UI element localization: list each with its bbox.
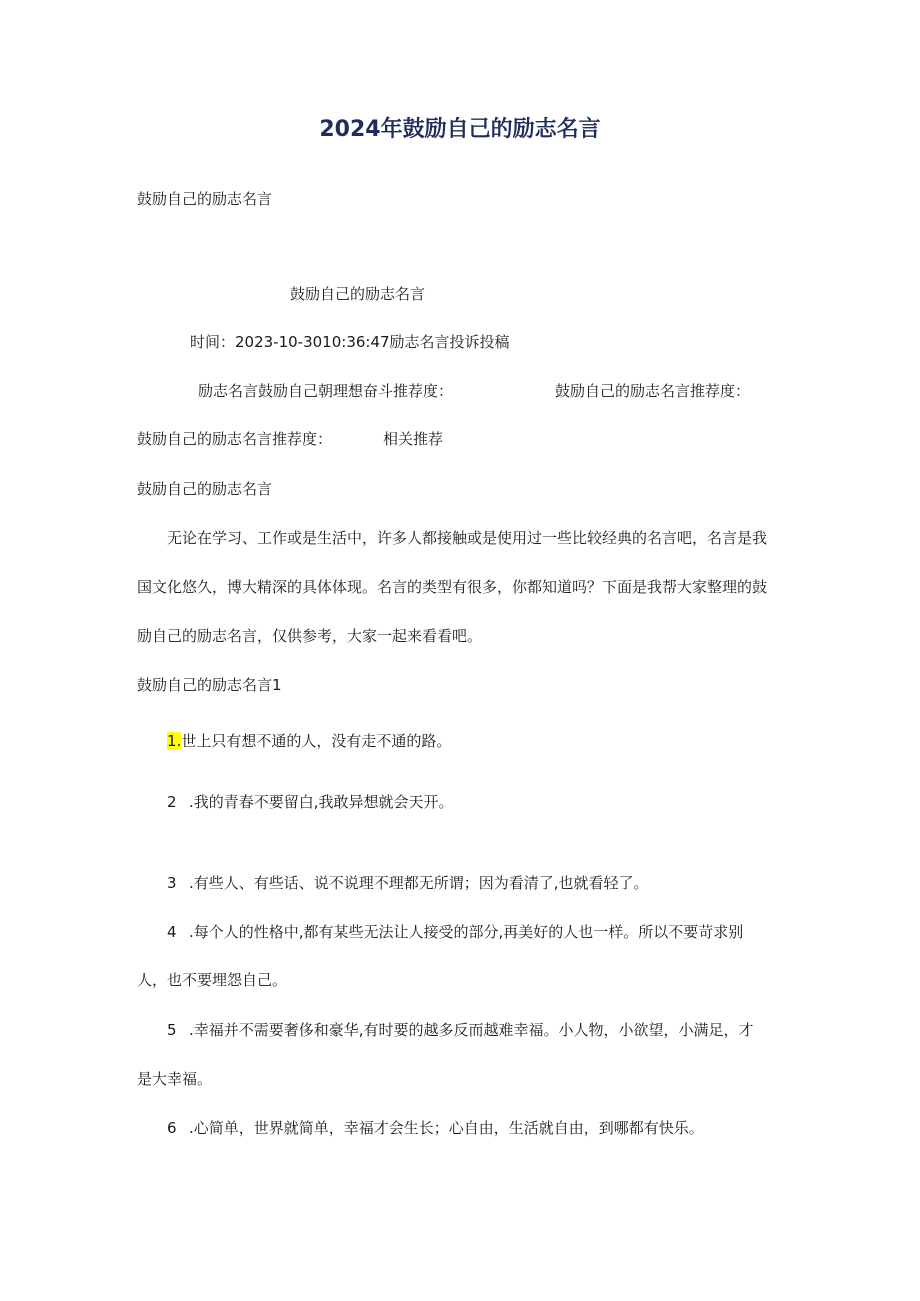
document-subtitle: 鼓励自己的励志名言 — [137, 190, 273, 208]
quote-text: .每个人的性格中,都有某些无法让人接受的部分,再美好的人也一样。所以不要苛求别 — [189, 923, 744, 941]
intro-paragraph-line: 无论在学习、工作或是生活中，许多人都接触或是使用过一些比较经典的名言吧，名言是我 — [167, 529, 768, 547]
quote-text: 世上只有想不通的人，没有走不通的路。 — [181, 732, 452, 750]
document-title: 2024年鼓励自己的励志名言 — [319, 117, 601, 142]
part-heading: 鼓励自己的励志名言1 — [137, 676, 282, 694]
article-meta: 时间：2023-10-3010:36:47励志名言投诉投稿 — [190, 333, 510, 351]
quote-continuation: 人，也不要埋怨自己。 — [137, 971, 288, 989]
section-heading: 鼓励自己的励志名言 — [137, 480, 273, 498]
quote-item — [167, 922, 743, 942]
quote-number: 3 — [167, 874, 177, 892]
quote-item — [167, 792, 454, 812]
intro-paragraph-line: 国文化悠久，博大精深的具体体现。名言的类型有很多，你都知道吗？下面是我帮大家整理的鼓 — [137, 578, 768, 596]
quote-number: 5 — [167, 1021, 177, 1039]
quote-number: 4 — [167, 923, 177, 941]
quote-text: .我的青春不要留白,我敢异想就会天开。 — [189, 793, 454, 811]
recommend-item: 鼓励自己的励志名言推荐度： — [555, 382, 751, 400]
quote-text: .幸福并不需要奢侈和豪华,有时要的越多反而越难幸福。小人物，小欲望，小满足，才 — [189, 1021, 754, 1039]
quote-text: .心简单，世界就简单，幸福才会生长；心自由，生活就自由，到哪都有快乐。 — [189, 1119, 704, 1137]
quote-number: 6 — [167, 1119, 177, 1137]
quote-item — [167, 1020, 754, 1040]
quote-continuation: 是大幸福。 — [137, 1070, 213, 1088]
intro-paragraph-line: 励自己的励志名言，仅供参考，大家一起来看看吧。 — [137, 627, 483, 645]
quote-item — [167, 731, 451, 751]
quote-number: 2 — [167, 793, 177, 811]
recommend-item: 励志名言鼓励自己朝理想奋斗推荐度： — [198, 382, 454, 400]
quote-item — [167, 873, 649, 893]
quote-number: 1. — [167, 732, 182, 750]
quote-item — [167, 1118, 704, 1138]
recommend-item: 鼓励自己的励志名言推荐度： — [137, 430, 333, 448]
related-label: 相关推荐 — [383, 430, 444, 448]
quote-text: .有些人、有些话、说不说理不理都无所谓；因为看清了,也就看轻了。 — [189, 874, 649, 892]
article-heading: 鼓励自己的励志名言 — [290, 285, 426, 303]
